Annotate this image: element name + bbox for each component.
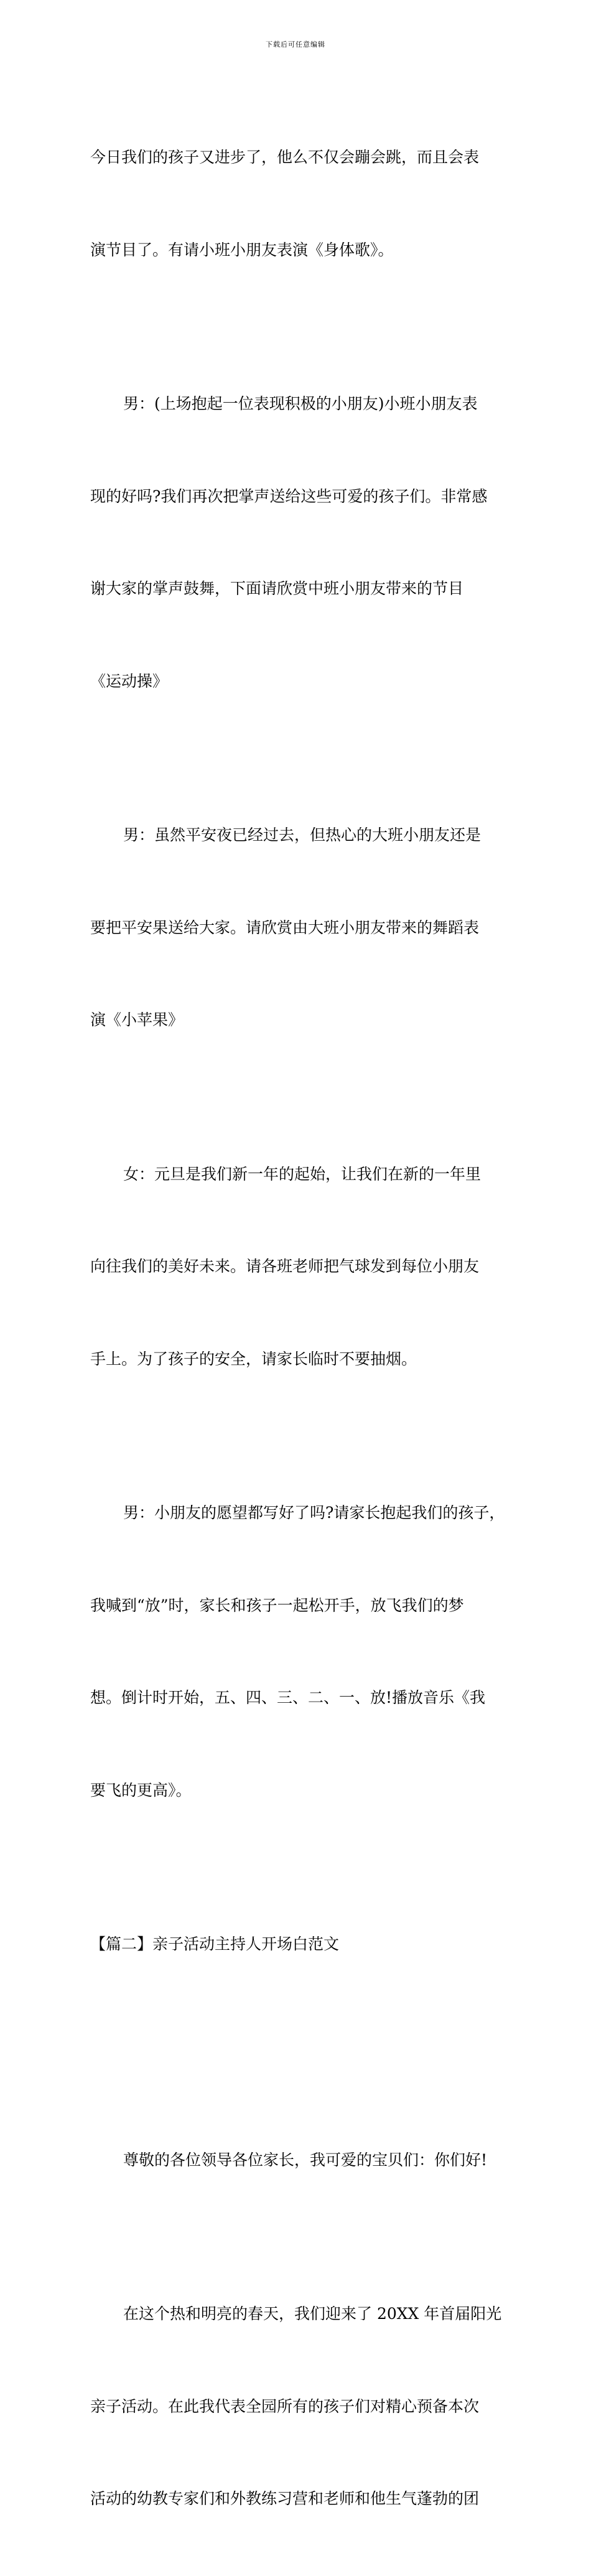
paragraph-host-male-3	[90, 1436, 506, 1867]
section-heading	[90, 1867, 506, 2021]
text-line: 在这个热和明亮的春天，我们迎来了 20XX 年首届阳光	[123, 2305, 502, 2323]
section-title: 【篇二】亲子活动主持人开场白范文	[90, 1935, 340, 1953]
text-line: 手上。为了孩子的安全，请家长临时不要抽烟。	[90, 1349, 417, 1368]
text-line: 演《小苹果》	[90, 1011, 184, 1029]
text-line: 要把平安果送给大家。请欣赏由大班小朋友带来的舞蹈表	[90, 918, 480, 937]
text-line: 我喊到“放”时，家长和孩子一起松开手，放飞我们的梦	[90, 1596, 464, 1614]
text-line: 女：元旦是我们新一年的起始，让我们在新的一年里	[123, 1164, 482, 1183]
paragraph-intro	[90, 80, 506, 327]
text-line: 今日我们的孩子又进步了，他么不仅会蹦会跳，而且会表	[90, 148, 480, 166]
document-body	[90, 80, 506, 2576]
paragraph-greeting	[90, 2083, 506, 2237]
paragraph-host-male-1	[90, 327, 506, 758]
paragraph-host-female	[90, 1097, 506, 1436]
text-line: 男：虽然平安夜已经过去，但热心的大班小朋友还是	[123, 826, 482, 844]
text-line: 活动的幼教专家们和外教练习营和老师和他生气蓬勃的团	[90, 2489, 480, 2508]
text-line: 男：小朋友的愿望都写好了吗?请家长抱起我们的孩子，	[123, 1504, 505, 1522]
text-line: 演节目了。有请小班小朋友表演《身体歌》。	[90, 240, 394, 259]
text-line: 要飞的更高》。	[90, 1781, 192, 1799]
paragraph-host-male-2	[90, 758, 506, 1097]
paragraph-opening	[90, 2237, 506, 2576]
text-line: 《运动操》	[90, 672, 169, 690]
text-line: 想。倒计时开始，五、四、三、二、一、放!播放音乐《我	[90, 1688, 486, 1707]
text-line: 男：(上场抱起一位表现积极的小朋友)小班小朋友表	[123, 395, 478, 413]
text-line: 向往我们的美好未来。请各班老师把气球发到每位小朋友	[90, 1257, 480, 1275]
text-line: 亲子活动。在此我代表全园所有的孩子们对精心预备本次	[90, 2397, 480, 2415]
text-line: 现的好吗?我们再次把掌声送给这些可爱的孩子们。非常感	[90, 487, 488, 505]
text-line: 谢大家的掌声鼓舞，下面请欣赏中班小朋友带来的节目	[90, 579, 464, 597]
text-line: 尊敬的各位领导各位家长，我可爱的宝贝们：你们好!	[123, 2150, 488, 2169]
page-header: 下载后可任意编辑	[266, 40, 325, 49]
